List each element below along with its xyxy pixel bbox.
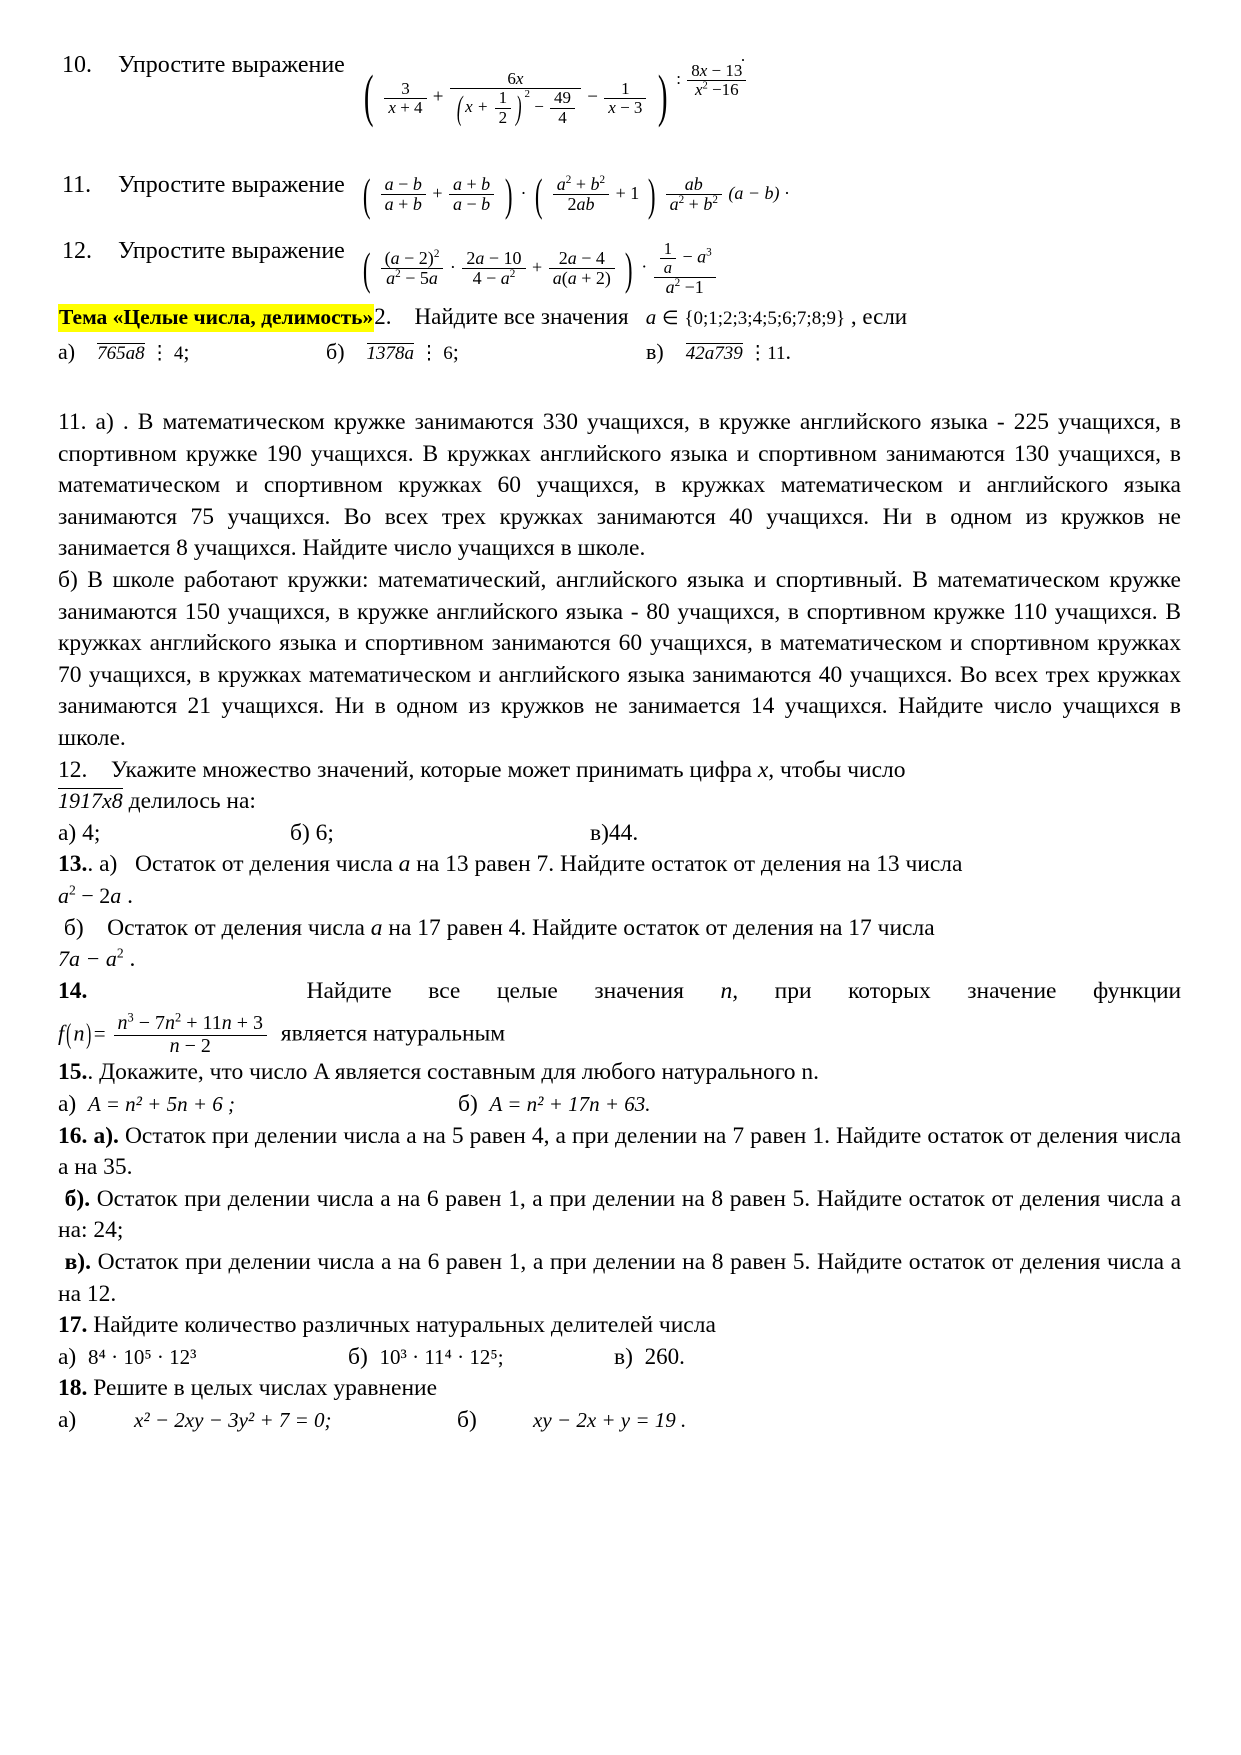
problem-10-expression: ( $\frac{3}{x + 4}$ + 6x ( x + $\frac{1}{2}$ ) $^2$ − $\frac{49}{4}$ − $\frac{1}{x - 3}$ ) : $\frac{8x - 13}{x^2 -16}$ .	[363, 46, 746, 129]
theme-items-row	[58, 339, 1181, 365]
problem-12-index: 12.	[58, 756, 88, 783]
theme-item-a-divider: ⋮ 4	[150, 343, 184, 364]
problem-16-b-text: Остаток при делении числа a на 6 равен 1, а при делении на 8 равен 5. Найдите остаток от деления числа a на: 24;	[58, 1185, 1181, 1244]
problem-16-block	[58, 1121, 1181, 1311]
theme-row	[58, 304, 1181, 332]
problem-18-option-a-formula: x² − 2xy − 3y² + 7 = 0;	[134, 1408, 332, 1432]
problem-17-option-v-marker: в)	[614, 1343, 633, 1370]
problem-17-line	[58, 1310, 1181, 1342]
problem-16-v-marker: в).	[64, 1249, 91, 1276]
problem-12-option-v	[590, 818, 638, 850]
problem-16-index: 16.	[58, 1122, 88, 1149]
problem-17-option-b-formula: 10³ · 11⁴ · 12⁵;	[379, 1344, 504, 1369]
problem-11a-text: 11. а) . В математическом кружке занимаются 330 учащихся, в кружке английского языка - 225 учащихся, в спортивном кружке 190 учащихся. В кружках английского языка и спортивном занимаются 130 учащихся, в математическом и спортивном кружках 60 учащихся, в кружках математическом и английского языка занимаются 75 учащихся. Во всех трех кружках занимаются 40 учащихся. Ни в одном из кружков не занимается 8 учащихся. Найдите число учащихся в школе.	[58, 409, 1181, 562]
problem-11b-text: б) В школе работают кружки: математический, английского языка и спортивный. В математическом кружке занимаются 150 учащихся, в кружке английского языка - 80 учащихся, в спортивном кружке 110 учащихся. В кружках английского языка и спортивном занимаются 60 учащихся, в математическом и спортивном кружках 70 учащихся, в кружках математическом и английского языка занимаются 40 учащихся. Во всех трех кружках занимаются 21 учащихся. Ни в одном из кружков не занимается 14 учащихся. Найдите число учащихся в школе.	[58, 566, 1181, 751]
problem-11-expression: ( $\frac{a - b}{a + b}$ + $\frac{a + b}{a - b}$ ) · ( $\frac{a^2 + b^2}{2ab}$ + 1 ) $\frac{ab}{a^2 + b^2}$ (a − b) ·	[362, 169, 791, 220]
problem-10-index: 10.	[62, 52, 92, 78]
theme-item-b	[326, 339, 646, 365]
problem-12-block	[58, 755, 1181, 850]
theme-item-a-term: ;	[183, 339, 190, 364]
problem-15-option-a	[58, 1089, 458, 1121]
problem-15-index: 15.	[58, 1059, 88, 1086]
problems-body	[58, 407, 1181, 1437]
problem-18-option-b-marker-wrap	[457, 1405, 533, 1437]
problem-17-text: Найдите количество различных натуральных делителей числа	[93, 1312, 716, 1339]
problem-12-number: 1917x8	[58, 788, 123, 814]
problem-17-option-v	[614, 1342, 685, 1374]
problem-13-text-a2: на 13 равен 7. Найдите остаток от деления на 13 числа	[416, 851, 963, 878]
problem-18-text: Решите в целых числах уравнение	[93, 1375, 438, 1402]
problem-16-v	[58, 1247, 1181, 1310]
theme-item-a	[58, 339, 326, 365]
problem-12-options	[58, 818, 1181, 850]
theme-math-set: {0;1;2;3;4;5;6;7;8;9}	[684, 308, 846, 329]
problem-18-block	[58, 1373, 1181, 1436]
problem-13-var-a1: a	[398, 851, 411, 878]
problem-12-option-b-value: 6;	[315, 819, 334, 846]
theme-item-v-divider: ⋮11	[748, 343, 786, 364]
problem-12-option-a	[58, 818, 290, 850]
problem-16-a-text: Остаток при делении числа a на 5 равен 4, а при делении на 7 равен 1. Найдите остаток от деления числа a на 35.	[58, 1122, 1181, 1181]
theme-item-b-number: 1378a	[366, 343, 415, 364]
problem-18-options	[58, 1405, 1181, 1437]
problem-17-option-b	[348, 1342, 614, 1374]
problem-16-a	[58, 1121, 1181, 1184]
problem-18-option-b	[533, 1405, 686, 1437]
problem-18-option-b-marker: б)	[457, 1407, 477, 1433]
theme-rest-tail: , если	[850, 304, 908, 329]
problem-18-index: 18.	[58, 1375, 88, 1402]
problem-11-label: Упростите выражение	[118, 172, 345, 198]
problem-12-text-3: делилось на:	[128, 788, 256, 815]
problem-17-option-a-marker: а)	[58, 1343, 77, 1370]
theme-math-a: a	[645, 305, 657, 329]
theme-math-in: ∈	[662, 308, 679, 329]
problem-14-w0: Найдите	[306, 977, 392, 1004]
problem-12-line1	[58, 755, 1181, 787]
problem-13-line-b	[58, 913, 1181, 945]
problem-17-index: 17.	[58, 1312, 88, 1339]
problem-12-text-1: Укажите множество значений, которые может принимать цифра	[110, 756, 752, 783]
problem-16-a-marker: а).	[93, 1122, 119, 1149]
problem-13-text-b2: на 17 равен 4. Найдите остаток от деления на 17 числа	[388, 914, 935, 941]
theme-item-b-term: ;	[452, 339, 459, 364]
theme-rest-index: 2.	[374, 304, 392, 329]
problem-12-option-a-marker: а)	[58, 819, 77, 846]
theme-item-v-number: 42a739	[685, 343, 743, 364]
problem-12-option-a-value: 4;	[82, 819, 101, 846]
problem-13-formula-a: $a^2 - 2a$ .	[58, 882, 133, 909]
problem-17-option-a	[58, 1342, 348, 1374]
problem-17-option-a-formula: 8⁴ · 10⁵ · 12³	[88, 1344, 197, 1369]
problem-18-line	[58, 1373, 1181, 1405]
problem-13-text-b: Остаток от деления числа	[107, 914, 365, 941]
problem-14-line	[58, 976, 1181, 1008]
problem-12-label: Упростите выражение	[118, 238, 345, 264]
problem-17-block	[58, 1310, 1181, 1373]
theme-item-v-term: .	[785, 339, 792, 364]
problem-12-option-b	[290, 818, 590, 850]
problem-12-text-2: , чтобы число	[768, 756, 906, 783]
theme-item-a-number: 765a8	[97, 343, 145, 364]
problem-10	[58, 46, 1181, 170]
problem-12-option-v-marker: в)	[590, 819, 609, 846]
problem-14-w2: целые	[496, 977, 558, 1004]
problem-12-line2	[58, 786, 1181, 818]
problem-14-block	[58, 976, 1181, 1058]
problem-14-w3: значения	[594, 977, 684, 1004]
theme-item-b-divider: ⋮ 6	[419, 343, 453, 364]
problem-17-option-b-marker: б)	[348, 1343, 368, 1370]
problem-14-index: 14.	[58, 977, 88, 1004]
problem-12-option-v-value: 44.	[608, 819, 639, 846]
problem-13-line-a	[58, 849, 1181, 881]
problem-16-b	[58, 1184, 1181, 1247]
problem-12-index: 12.	[62, 238, 92, 264]
problem-14-w8: функции	[1092, 977, 1182, 1004]
theme-item-b-marker: б)	[326, 339, 345, 364]
problem-14-formula-line: f(n)= $\frac{n^3 - 7n^2 + 11n + 3}{n - 2}$ является натуральным	[58, 1010, 506, 1057]
problem-10-label: Упростите выражение	[118, 52, 345, 78]
theme-item-v	[646, 339, 791, 365]
problem-14-w4: n,	[720, 977, 739, 1004]
problem-17-option-v-formula: 260.	[644, 1343, 685, 1369]
problem-13-lead: . а)	[87, 851, 118, 878]
problem-15-block	[58, 1057, 1181, 1120]
theme-rest	[374, 304, 907, 330]
problem-14-w5: при	[774, 977, 812, 1004]
problem-11	[58, 169, 1181, 236]
problem-13-text-a: Остаток от деления числа	[135, 851, 393, 878]
problem-15-text: . Докажите, что число A является составным для любого натурального n.	[87, 1059, 820, 1086]
problem-13-formula-b: $7a - a^2$ .	[58, 945, 136, 973]
problem-13-index: 13.	[58, 851, 88, 878]
problem-14-w1: все	[428, 977, 461, 1004]
theme-highlight: Тема «Целые числа, делимость»	[58, 304, 374, 332]
theme-rest-text: Найдите все значения	[414, 304, 629, 329]
theme-item-a-marker: а)	[58, 339, 76, 364]
problem-14-w7: значение	[967, 977, 1057, 1004]
problem-13-block	[58, 849, 1181, 975]
problem-16-v-text: Остаток при делении числа a на 6 равен 1, а при делении на 8 равен 5. Найдите остаток от деления числа a на 12.	[58, 1249, 1182, 1307]
problem-18-option-a	[134, 1405, 457, 1437]
problem-12-expression: ( $\frac{(a - 2)^2}{a^2 - 5a}$ · $\frac{2a - 10}{4 - a^2}$ + $\frac{2a - 4}{a(a + 2)}$ ) · $\frac{1}{a}$ − $a^3$ $a^2 -1$	[359, 238, 718, 297]
problem-12-option-b-marker: б)	[290, 819, 310, 846]
problem-15-option-a-marker: а)	[58, 1091, 77, 1118]
problem-14-w6: которых	[848, 977, 931, 1004]
problem-15-option-a-formula: A = n² + 5n + 6 ;	[88, 1092, 236, 1117]
problem-15-options	[58, 1089, 1181, 1121]
problem-13-marker-b: б)	[63, 914, 84, 941]
problem-17-options	[58, 1342, 1181, 1374]
problem-18-option-a-marker: а)	[58, 1407, 77, 1433]
problem-16-b-marker: б).	[64, 1185, 91, 1212]
problem-15-option-b-formula: A = n² + 17n + 63.	[489, 1092, 651, 1117]
problem-11-index: 11.	[62, 172, 92, 198]
problem-12-var-x: x	[757, 756, 769, 783]
problem-15-option-b	[458, 1089, 651, 1121]
problem-18-option-a-marker-wrap	[58, 1405, 134, 1437]
problem-15-option-b-marker: б)	[458, 1091, 478, 1118]
problem-13-var-a2: a	[370, 914, 383, 941]
problem-15-line	[58, 1057, 1181, 1089]
problem-18-option-b-formula: xy − 2x + y = 19 .	[533, 1408, 687, 1432]
problem-14-tail: является натуральным	[280, 1020, 506, 1047]
problem-12-expr	[58, 238, 1181, 300]
theme-item-v-marker: в)	[646, 339, 664, 364]
